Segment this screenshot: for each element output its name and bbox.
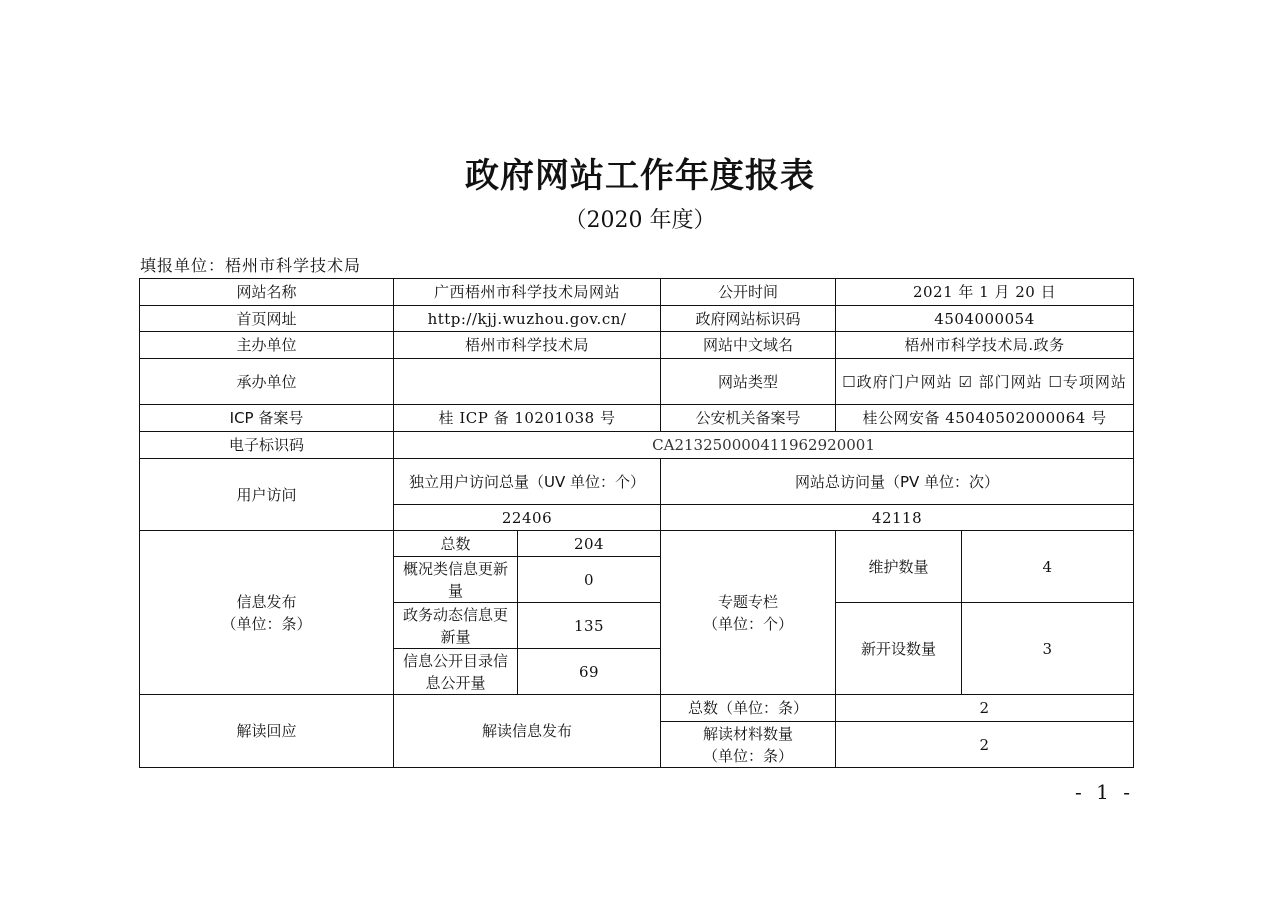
sponsor-label: 主办单位 xyxy=(140,332,394,359)
icp-label: ICP 备案号 xyxy=(140,405,394,432)
interpretation-total-value: 2 xyxy=(836,695,1134,722)
site-name-value: 广西梧州市科学技术局网站 xyxy=(394,279,661,306)
material-count-unit: （单位：条） xyxy=(703,746,794,765)
site-id-value: 4504000054 xyxy=(836,306,1134,332)
dynamic-update-value: 135 xyxy=(518,603,661,649)
special-column-title: 专题专栏 xyxy=(718,592,779,611)
info-release-title: 信息发布 xyxy=(236,592,297,611)
filling-unit: 填报单位：梧州市科学技术局 xyxy=(140,256,362,275)
icp-value: 桂 ICP 备 10201038 号 xyxy=(394,405,661,432)
sponsor-value: 梧州市科学技术局 xyxy=(394,332,661,359)
table-row xyxy=(140,332,1134,359)
table-row xyxy=(140,695,1134,722)
user-access-label: 用户访问 xyxy=(140,459,394,531)
info-total-value: 204 xyxy=(518,531,661,557)
new-count-value: 3 xyxy=(962,603,1134,695)
site-type-label: 网站类型 xyxy=(661,359,836,405)
special-column-unit: （单位：个） xyxy=(703,614,794,633)
pv-value: 42118 xyxy=(661,505,1134,531)
material-count-label xyxy=(661,722,836,768)
page-title: 政府网站工作年度报表 xyxy=(465,156,815,196)
police-value: 桂公网安备 45040502000064 号 xyxy=(836,405,1134,432)
site-type-portal: 政府门户网站 xyxy=(856,372,953,391)
info-total-label: 总数 xyxy=(394,531,518,557)
site-name-label: 网站名称 xyxy=(140,279,394,306)
homepage-label: 首页网址 xyxy=(140,306,394,332)
interpretation-total-label: 总数（单位：条） xyxy=(661,695,836,722)
info-release-unit: （单位：条） xyxy=(221,614,312,633)
report-year: （2020 年度） xyxy=(564,208,716,233)
special-column-label xyxy=(661,531,836,695)
site-type-special: 专项网站 xyxy=(1062,372,1127,391)
homepage-value: http://kjj.wuzhou.gov.cn/ xyxy=(394,306,661,332)
interpretation-label: 解读回应 xyxy=(140,695,394,768)
police-label: 公安机关备案号 xyxy=(661,405,836,432)
table-row xyxy=(140,279,1134,306)
table-row xyxy=(140,359,1134,405)
e-id-value: CA213250000411962920001 xyxy=(394,432,1134,459)
uv-value: 22406 xyxy=(394,505,661,531)
table-row xyxy=(140,306,1134,332)
catalog-disclosure-value: 69 xyxy=(518,649,661,695)
e-id-label: 电子标识码 xyxy=(140,432,394,459)
site-type-options xyxy=(836,359,1134,405)
new-count-label: 新开设数量 xyxy=(836,603,962,695)
open-time-label: 公开时间 xyxy=(661,279,836,306)
catalog-disclosure-label: 信息公开目录信息公开量 xyxy=(394,649,518,695)
table-row xyxy=(140,432,1134,459)
maintain-count-value: 4 xyxy=(962,531,1134,603)
uv-label: 独立用户访问总量（UV 单位：个） xyxy=(394,459,661,505)
table-row xyxy=(140,531,1134,557)
cn-domain-value: 梧州市科学技术局.政务 xyxy=(836,332,1134,359)
pv-label: 网站总访问量（PV 单位：次） xyxy=(661,459,1134,505)
table-row xyxy=(140,459,1134,505)
overview-update-label: 概况类信息更新量 xyxy=(394,557,518,603)
checkbox-checked-icon: ☑ xyxy=(958,372,973,391)
interpretation-release-label: 解读信息发布 xyxy=(394,695,661,768)
checkbox-unchecked-icon: ☐ xyxy=(842,372,857,391)
report-table xyxy=(139,278,1134,768)
material-count-title: 解读材料数量 xyxy=(703,724,794,743)
organizer-label: 承办单位 xyxy=(140,359,394,405)
material-count-value: 2 xyxy=(836,722,1134,768)
open-time-value: 2021 年 1 月 20 日 xyxy=(836,279,1134,306)
page-number: - 1 - xyxy=(1075,780,1134,804)
table-row xyxy=(140,405,1134,432)
overview-update-value: 0 xyxy=(518,557,661,603)
cn-domain-label: 网站中文域名 xyxy=(661,332,836,359)
site-type-department: 部门网站 xyxy=(978,372,1043,391)
dynamic-update-label: 政务动态信息更新量 xyxy=(394,603,518,649)
maintain-count-label: 维护数量 xyxy=(836,531,962,603)
organizer-value xyxy=(394,359,661,405)
checkbox-unchecked-icon: ☐ xyxy=(1048,372,1063,391)
info-release-label xyxy=(140,531,394,695)
site-id-label: 政府网站标识码 xyxy=(661,306,836,332)
